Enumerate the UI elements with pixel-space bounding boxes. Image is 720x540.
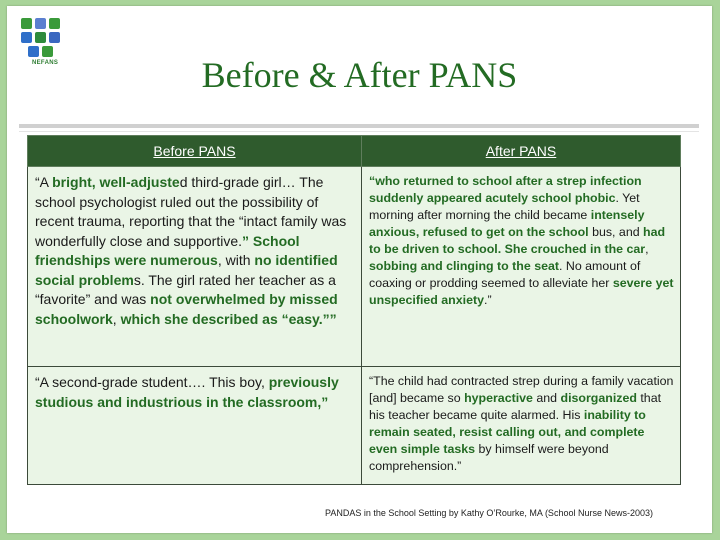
logo-square — [35, 18, 46, 29]
case2-after-cell — [362, 367, 681, 485]
body-text: and — [532, 391, 561, 405]
body-text: “The child had contracted strep during a family vacation [and] became so — [369, 374, 674, 405]
emphasis-text: disorganized — [560, 391, 637, 405]
emphasis-text: ” School friendships were numerous — [35, 232, 300, 268]
header-before-pans: Before PANS — [28, 136, 362, 167]
header-after-pans: After PANS — [362, 136, 681, 167]
logo-square — [21, 18, 32, 29]
emphasis-text: severe yet unspecified anxiety — [369, 276, 674, 307]
body-text: d third-grade girl… The school psychologist ruled out the possibility of recent trauma, reporting that the “intact family was wonderfully close and supportive. — [35, 174, 347, 249]
emphasis-text: “who returned to school after a strep infection suddenly appeared acutely school phobic — [369, 174, 642, 205]
emphasis-text: inability to remain seated, resist calling out, and complete even simple tasks — [369, 408, 646, 456]
comparison-table — [27, 135, 681, 485]
emphasis-text: which she described as “easy.”” — [120, 310, 337, 327]
body-text: , — [645, 242, 649, 256]
emphasis-text: intensely anxious, refused to get on the school — [369, 208, 645, 239]
case1-before-cell — [28, 167, 362, 367]
body-text: “A — [35, 174, 53, 190]
body-text: that his teacher became quite alarmed. His — [369, 391, 662, 422]
slide-title: Before & After PANS — [201, 55, 518, 95]
emphasis-text: previously studious and industrious in the classroom,” — [35, 374, 339, 410]
body-text: s. The girl rated her teacher as a “favorite” and was — [35, 271, 336, 307]
body-text: , — [112, 310, 121, 327]
body-text: by himself were beyond comprehension.” — [369, 442, 609, 473]
title-divider — [19, 124, 699, 128]
citation-footer: PANDAS in the School Setting by Kathy O’Rourke, MA (School Nurse News-2003) — [325, 508, 653, 518]
body-text: . No amount of coaxing or prodding seemed to alleviate her — [369, 259, 641, 290]
logo-square — [21, 32, 32, 43]
case2-before-cell — [28, 367, 362, 485]
table-row — [28, 367, 681, 485]
emphasis-text: no identified social problem — [35, 252, 338, 288]
emphasis-text: hyperactive — [464, 391, 533, 405]
body-text: bus, and — [588, 225, 644, 239]
logo-text: NEFANS — [32, 60, 59, 66]
table-row — [28, 167, 681, 367]
table-header-row — [28, 136, 681, 167]
body-text: “A second-grade student…. This boy, — [35, 374, 269, 390]
body-text: . Yet morning after morning the child became — [369, 191, 640, 222]
logo-square — [49, 32, 60, 43]
title-divider-thin — [19, 131, 699, 132]
body-text: .” — [484, 293, 492, 307]
emphasis-text: sobbing and clinging to the seat — [369, 259, 559, 273]
emphasis-text: bright, well-adjuste — [52, 174, 180, 190]
emphasis-text: not overwhelmed by missed schoolwork — [35, 291, 338, 327]
logo-square — [49, 18, 60, 29]
case1-after-cell — [362, 167, 681, 367]
emphasis-text: had to be driven to school. She crouched in the car — [369, 225, 666, 256]
body-text: , with — [217, 252, 255, 268]
logo-square — [35, 32, 46, 43]
